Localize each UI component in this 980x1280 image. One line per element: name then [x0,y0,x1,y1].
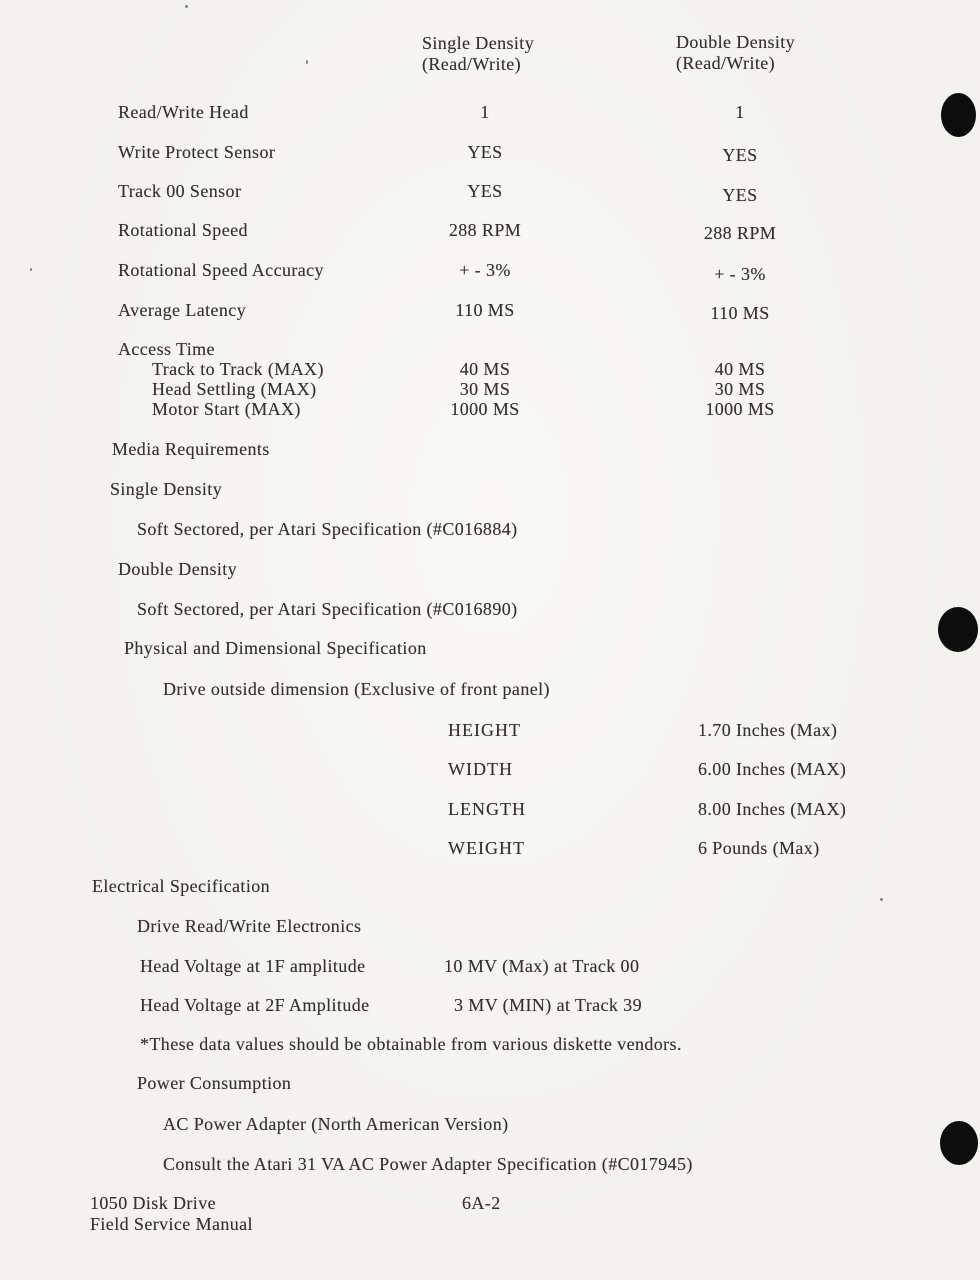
double-density-value: 1000 MS [705,399,775,419]
punch-hole-mark [941,93,976,137]
spec-row-label: Head Settling (MAX) [152,379,317,399]
dimension-row [0,799,980,821]
single-density-value: YES [467,142,503,162]
dimension-label: WIDTH [448,759,513,779]
double-density-value: 30 MS [714,379,766,399]
single-density-value: 1 [480,102,490,122]
spec-row-label: Average Latency [118,300,247,320]
spec-row-label: Rotational Speed Accuracy [118,260,324,280]
spec-row [0,181,980,203]
single-density-value: 40 MS [459,359,511,379]
media-double-density-label: Double Density [118,559,238,579]
column-header-single-density [422,33,534,75]
power-consumption-heading: Power Consumption [137,1073,292,1093]
electrical-spec-heading: Electrical Specification [92,876,271,896]
electrical-row [0,995,980,1017]
double-density-value: 110 MS [710,303,770,323]
spec-row [0,220,980,242]
dimension-row [0,759,980,781]
double-density-value: 1 [735,102,745,122]
single-density-value: 288 RPM [448,220,522,240]
scan-speck [306,60,308,64]
spec-subrow [0,379,980,401]
column-title: Double Density [676,32,796,52]
footer-doc-title-line1: 1050 Disk Drive [90,1193,216,1213]
spec-row [0,300,980,322]
electrical-row-label: Head Voltage at 2F Amplitude [140,995,370,1015]
power-adapter-spec-line: Consult the Atari 31 VA AC Power Adapter Specification (#C017945) [163,1154,693,1174]
electrical-row [0,956,980,978]
media-requirements-heading: Media Requirements [112,439,270,459]
double-density-value: + - 3% [714,264,766,284]
spec-subrow [0,399,980,421]
dimension-row [0,720,980,742]
column-title: Single Density [422,33,535,53]
media-double-density-spec: Soft Sectored, per Atari Specification (#C016890) [137,599,518,619]
scan-speck [880,898,883,901]
dimension-row [0,838,980,860]
media-single-density-spec: Soft Sectored, per Atari Specification (#C016884) [137,519,518,539]
dimension-label: WEIGHT [448,838,525,858]
spec-row [0,102,980,124]
column-subtitle: (Read/Write) [676,53,776,73]
double-density-value: 288 RPM [703,223,777,243]
ac-power-adapter-line: AC Power Adapter (North American Version) [163,1114,509,1134]
spec-row-label: Motor Start (MAX) [152,399,301,419]
single-density-value: 30 MS [459,379,511,399]
electrical-row-label: Head Voltage at 1F amplitude [140,956,366,976]
single-density-value: 1000 MS [450,399,520,419]
footer-page-number: 6A-2 [462,1193,501,1213]
punch-hole-mark [940,1121,978,1165]
spec-subrow [0,359,980,381]
spec-row [0,260,980,282]
dimension-value: 1.70 Inches (Max) [698,720,838,740]
spec-row-label: Track to Track (MAX) [152,359,324,379]
spec-row-label: Read/Write Head [118,102,249,122]
dimension-value: 6.00 Inches (MAX) [698,759,847,779]
scan-speck [185,5,188,8]
double-density-value: YES [722,145,758,165]
scan-speck [30,268,32,271]
electrical-row-value: 10 MV (Max) at Track 00 [444,956,640,976]
diskette-vendors-footnote: *These data values should be obtainable from various diskette vendors. [140,1034,682,1054]
electrical-row-value: 3 MV (MIN) at Track 39 [454,995,642,1015]
physical-spec-heading: Physical and Dimensional Specification [124,638,427,658]
punch-hole-mark [938,607,978,652]
physical-spec-subheading: Drive outside dimension (Exclusive of front panel) [163,679,550,699]
single-density-value: YES [467,181,503,201]
footer-doc-title-line2: Field Service Manual [90,1214,253,1234]
access-time-heading: Access Time [118,339,215,359]
dimension-label: LENGTH [448,799,526,819]
single-density-value: 110 MS [455,300,515,320]
dimension-value: 8.00 Inches (MAX) [698,799,847,819]
dimension-label: HEIGHT [448,720,521,740]
double-density-value: 40 MS [714,359,766,379]
column-subtitle: (Read/Write) [422,54,522,74]
column-header-double-density [676,32,795,74]
double-density-value: YES [722,185,758,205]
dimension-value: 6 Pounds (Max) [698,838,820,858]
spec-row-label: Track 00 Sensor [118,181,242,201]
spec-row [0,142,980,164]
single-density-value: + - 3% [459,260,511,280]
spec-row-label: Rotational Speed [118,220,248,240]
media-single-density-label: Single Density [110,479,223,499]
electrical-spec-subheading: Drive Read/Write Electronics [137,916,362,936]
spec-row-label: Write Protect Sensor [118,142,276,162]
